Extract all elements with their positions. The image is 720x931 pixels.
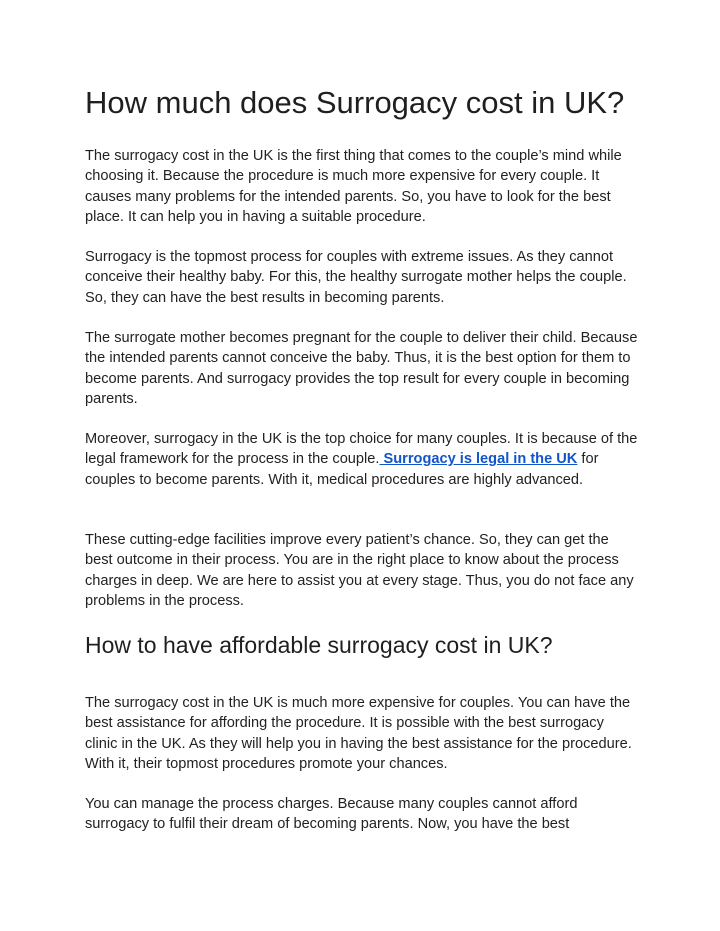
paragraph-6: The surrogacy cost in the UK is much more expensive for couples. You can have the best assistance for affording the procedure. It is possible with the best surrogacy clinic in the UK. As they will help you in having the best assistance for the procedure. With it, their topmost procedures promote your chances.: [85, 695, 632, 772]
paragraph-1: The surrogacy cost in the UK is the first thing that comes to the couple’s mind while choosing it. Because the procedure is much more expensive for every couple. It causes many problems for the intended parents. So, you have to look for the best place. It can help you in having a suitable procedure.: [85, 148, 622, 225]
paragraph-2: Surrogacy is the topmost process for couples with extreme issues. As they cannot conceive their healthy baby. For this, the healthy surrogate mother helps the couple. So, they can have the best results in becoming parents.: [85, 249, 627, 306]
section-heading: How to have affordable surrogacy cost in UK?: [85, 632, 553, 658]
paragraph-3: The surrogate mother becomes pregnant for the couple to deliver their child. Because the intended parents cannot conceive the baby. Thus, it is the best option for them to become parents. And surrogacy provides the top result for every couple in becoming parents.: [85, 330, 638, 407]
paragraph-4-text-after: for couples to become parents. With it, medical procedures are highly advanced.: [85, 451, 599, 488]
paragraph-4-text-before: Moreover, surrogacy in the UK is the top choice for many couples. It is because of the legal framework for the process in the couple.: [85, 431, 638, 468]
paragraph-4: [85, 429, 640, 490]
surrogacy-legal-link[interactable]: Surrogacy is legal in the UK: [379, 451, 578, 468]
page-title: How much does Surrogacy cost in UK?: [85, 85, 625, 120]
paragraph-7: You can manage the process charges. Because many couples cannot afford surrogacy to fulfil their dream of becoming parents. Now, you have the best: [85, 796, 578, 833]
paragraph-5: These cutting-edge facilities improve every patient’s chance. So, they can get the best outcome in their process. You are in the right place to know about the process charges in deep. We are here to assist you at every stage. Thus, you do not face any problems in the process.: [85, 532, 634, 609]
